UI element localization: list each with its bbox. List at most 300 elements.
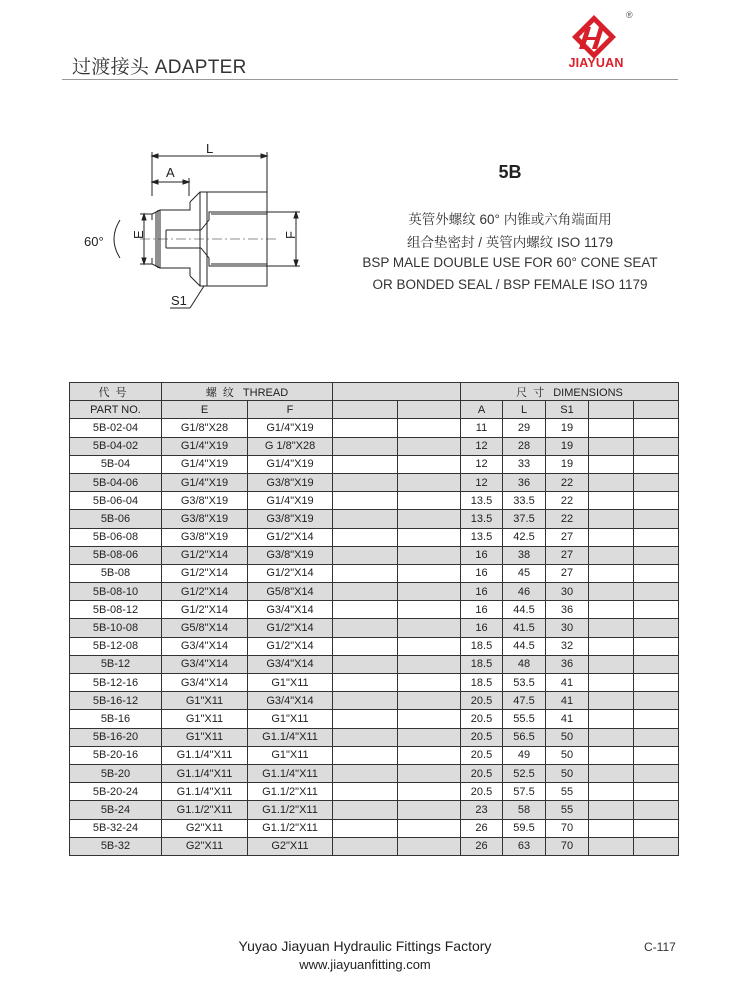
table-row — [70, 583, 679, 601]
cell-empty — [589, 619, 634, 637]
cell-s1: 32 — [546, 637, 589, 655]
cell-l: 53.5 — [503, 674, 546, 692]
cell-empty — [398, 710, 461, 728]
cell-empty — [634, 819, 679, 837]
cell-part-no: 5B-02-04 — [70, 419, 162, 437]
cell-empty — [398, 837, 461, 855]
cell-e: G2"X11 — [162, 837, 248, 855]
cell-empty — [589, 492, 634, 510]
table-row — [70, 419, 679, 437]
header-dimensions — [461, 383, 679, 401]
cell-a: 18.5 — [461, 655, 503, 673]
cell-f: G3/4"X14 — [248, 692, 333, 710]
cell-empty — [398, 510, 461, 528]
cell-a: 20.5 — [461, 692, 503, 710]
cell-empty — [398, 419, 461, 437]
cell-a: 26 — [461, 837, 503, 855]
cell-f: G1.1/2"X11 — [248, 801, 333, 819]
cell-s1: 70 — [546, 837, 589, 855]
footer-website: www.jiayuanfitting.com — [299, 957, 431, 972]
cell-s1: 41 — [546, 710, 589, 728]
cell-f: G1/4"X19 — [248, 492, 333, 510]
table-row — [70, 837, 679, 855]
cell-a: 18.5 — [461, 674, 503, 692]
cell-f: G1/4"X19 — [248, 455, 333, 473]
cell-empty — [589, 528, 634, 546]
dim-label-e: E — [131, 230, 146, 239]
cell-l: 52.5 — [503, 764, 546, 782]
cell-a: 13.5 — [461, 528, 503, 546]
cell-f: G2"X11 — [248, 837, 333, 855]
cell-empty — [333, 437, 398, 455]
cell-f: G1/2"X14 — [248, 528, 333, 546]
cell-a: 13.5 — [461, 510, 503, 528]
cell-part-no: 5B-32 — [70, 837, 162, 855]
cell-empty — [589, 819, 634, 837]
cell-empty — [333, 837, 398, 855]
cell-empty — [333, 692, 398, 710]
cell-a: 20.5 — [461, 710, 503, 728]
cell-l: 41.5 — [503, 619, 546, 637]
table-row — [70, 546, 679, 564]
cell-part-no: 5B-32-24 — [70, 819, 162, 837]
cell-empty — [589, 710, 634, 728]
cell-empty — [634, 655, 679, 673]
cell-empty — [634, 528, 679, 546]
header-empty — [333, 401, 398, 419]
cell-s1: 55 — [546, 783, 589, 801]
cell-a: 23 — [461, 801, 503, 819]
cell-empty — [398, 783, 461, 801]
cell-f: G1.1/4"X11 — [248, 764, 333, 782]
cell-empty — [398, 564, 461, 582]
cell-part-no: 5B-08 — [70, 564, 162, 582]
table-row — [70, 619, 679, 637]
cell-l: 45 — [503, 564, 546, 582]
cell-e: G1/2"X14 — [162, 546, 248, 564]
cell-empty — [333, 819, 398, 837]
cell-f: G5/8"X14 — [248, 583, 333, 601]
cell-f: G3/4"X14 — [248, 655, 333, 673]
cell-l: 49 — [503, 746, 546, 764]
cell-l: 29 — [503, 419, 546, 437]
cell-a: 12 — [461, 437, 503, 455]
cell-empty — [333, 619, 398, 637]
cell-e: G1"X11 — [162, 692, 248, 710]
cell-empty — [634, 801, 679, 819]
cell-empty — [589, 455, 634, 473]
cell-part-no: 5B-04-06 — [70, 473, 162, 491]
cell-f: G1/2"X14 — [248, 619, 333, 637]
cell-empty — [589, 692, 634, 710]
dim-label-s1: S1 — [171, 293, 187, 308]
cell-empty — [333, 746, 398, 764]
cell-f: G1"X11 — [248, 710, 333, 728]
header-a: A — [461, 401, 503, 419]
cell-f: G3/8"X19 — [248, 546, 333, 564]
header-e: E — [162, 401, 248, 419]
cell-empty — [589, 564, 634, 582]
cell-empty — [398, 692, 461, 710]
header-blank — [333, 383, 461, 401]
cell-part-no: 5B-08-06 — [70, 546, 162, 564]
cell-empty — [634, 710, 679, 728]
cell-f: G1.1/2"X11 — [248, 783, 333, 801]
cell-a: 16 — [461, 601, 503, 619]
footer-company: Yuyao Jiayuan Hydraulic Fittings Factory — [238, 938, 492, 954]
cell-a: 16 — [461, 619, 503, 637]
cell-l: 33.5 — [503, 492, 546, 510]
cell-a: 13.5 — [461, 492, 503, 510]
cell-empty — [634, 583, 679, 601]
cell-empty — [634, 437, 679, 455]
cell-empty — [589, 637, 634, 655]
cell-empty — [333, 419, 398, 437]
cell-empty — [398, 473, 461, 491]
table-row — [70, 492, 679, 510]
cell-empty — [398, 437, 461, 455]
cell-l: 58 — [503, 801, 546, 819]
cell-empty — [634, 728, 679, 746]
cell-part-no: 5B-08-12 — [70, 601, 162, 619]
cell-s1: 36 — [546, 601, 589, 619]
cell-a: 20.5 — [461, 764, 503, 782]
cell-empty — [398, 728, 461, 746]
table-header-row — [70, 383, 679, 401]
cell-empty — [589, 746, 634, 764]
table-row — [70, 674, 679, 692]
cell-empty — [333, 455, 398, 473]
table-row — [70, 564, 679, 582]
cell-l: 57.5 — [503, 783, 546, 801]
header-empty — [634, 401, 679, 419]
cell-s1: 27 — [546, 546, 589, 564]
table-row — [70, 455, 679, 473]
header-thread — [162, 383, 333, 401]
cell-empty — [634, 783, 679, 801]
table-row — [70, 528, 679, 546]
cell-empty — [634, 492, 679, 510]
description-line-1: 英管外螺纹 60° 内锥或六角端面用 — [408, 212, 612, 227]
cell-f: G1"X11 — [248, 674, 333, 692]
cell-part-no: 5B-20-16 — [70, 746, 162, 764]
cell-empty — [634, 455, 679, 473]
table-row — [70, 746, 679, 764]
cell-s1: 22 — [546, 473, 589, 491]
cell-empty — [589, 837, 634, 855]
cell-empty — [333, 492, 398, 510]
cell-l: 37.5 — [503, 510, 546, 528]
cell-s1: 19 — [546, 437, 589, 455]
cell-a: 20.5 — [461, 783, 503, 801]
cell-empty — [634, 674, 679, 692]
cell-s1: 27 — [546, 564, 589, 582]
cell-s1: 55 — [546, 801, 589, 819]
cell-part-no: 5B-12 — [70, 655, 162, 673]
cell-empty — [333, 674, 398, 692]
cell-empty — [589, 655, 634, 673]
description-line-3: BSP MALE DOUBLE USE FOR 60° CONE SEAT — [362, 255, 658, 270]
cell-a: 16 — [461, 564, 503, 582]
cell-l: 46 — [503, 583, 546, 601]
cell-l: 63 — [503, 837, 546, 855]
cell-e: G1"X11 — [162, 728, 248, 746]
header-part-no: PART NO. — [70, 401, 162, 419]
cell-e: G1/2"X14 — [162, 601, 248, 619]
cell-empty — [589, 801, 634, 819]
header-thread-en: THREAD — [242, 386, 289, 399]
cell-empty — [589, 728, 634, 746]
cell-empty — [589, 601, 634, 619]
table-subheader-row — [70, 401, 679, 419]
cell-empty — [333, 564, 398, 582]
cell-empty — [589, 783, 634, 801]
cell-l: 36 — [503, 473, 546, 491]
cell-f: G1"X11 — [248, 746, 333, 764]
cell-e: G1.1/4"X11 — [162, 746, 248, 764]
cell-part-no: 5B-10-08 — [70, 619, 162, 637]
cell-e: G3/8"X19 — [162, 510, 248, 528]
cell-l: 44.5 — [503, 601, 546, 619]
cell-s1: 19 — [546, 455, 589, 473]
cell-part-no: 5B-20-24 — [70, 783, 162, 801]
cell-empty — [589, 437, 634, 455]
cell-e: G3/4"X14 — [162, 655, 248, 673]
cell-a: 18.5 — [461, 637, 503, 655]
cell-empty — [398, 455, 461, 473]
cell-f: G1/4"X19 — [248, 419, 333, 437]
cell-e: G1.1/4"X11 — [162, 764, 248, 782]
header-divider — [62, 79, 678, 80]
cell-empty — [333, 710, 398, 728]
table-row — [70, 710, 679, 728]
cell-f: G3/8"X19 — [248, 473, 333, 491]
cell-empty — [398, 583, 461, 601]
description-line-2: 组合垫密封 / 英管内螺纹 ISO 1179 — [406, 235, 614, 250]
cell-empty — [333, 583, 398, 601]
cell-s1: 30 — [546, 583, 589, 601]
cell-s1: 30 — [546, 619, 589, 637]
header-empty — [589, 401, 634, 419]
product-code: 5B — [498, 162, 522, 182]
cell-e: G1.1/2"X11 — [162, 801, 248, 819]
angle-label: 60° — [84, 234, 104, 249]
cell-part-no: 5B-04 — [70, 455, 162, 473]
cell-a: 12 — [461, 455, 503, 473]
cell-empty — [398, 764, 461, 782]
table-row — [70, 764, 679, 782]
cell-e: G3/4"X14 — [162, 637, 248, 655]
cell-a: 16 — [461, 583, 503, 601]
cell-empty — [398, 528, 461, 546]
header-f: F — [248, 401, 333, 419]
table-row — [70, 601, 679, 619]
cell-l: 38 — [503, 546, 546, 564]
cell-part-no: 5B-12-16 — [70, 674, 162, 692]
header-thread-cn: 螺纹 — [205, 386, 240, 399]
dim-label-l: L — [206, 141, 214, 156]
cell-empty — [333, 637, 398, 655]
specification-table — [69, 382, 679, 856]
cell-s1: 27 — [546, 528, 589, 546]
cell-part-no: 5B-12-08 — [70, 637, 162, 655]
cell-s1: 50 — [546, 728, 589, 746]
table-row — [70, 783, 679, 801]
cell-empty — [634, 746, 679, 764]
cell-e: G3/8"X19 — [162, 492, 248, 510]
cell-empty — [333, 783, 398, 801]
cell-empty — [634, 473, 679, 491]
cell-empty — [398, 619, 461, 637]
cell-l: 59.5 — [503, 819, 546, 837]
header-l: L — [503, 401, 546, 419]
table-row — [70, 728, 679, 746]
cell-e: G1/8"X28 — [162, 419, 248, 437]
header-dim-cn: 尺寸 — [516, 386, 551, 399]
cell-e: G3/4"X14 — [162, 674, 248, 692]
cell-empty — [398, 637, 461, 655]
dim-label-f: F — [283, 231, 298, 239]
cell-empty — [634, 637, 679, 655]
cell-a: 16 — [461, 546, 503, 564]
cell-empty — [398, 801, 461, 819]
cell-empty — [634, 419, 679, 437]
cell-l: 56.5 — [503, 728, 546, 746]
cell-empty — [333, 510, 398, 528]
cell-s1: 50 — [546, 746, 589, 764]
cell-part-no: 5B-06 — [70, 510, 162, 528]
cell-f: G1/2"X14 — [248, 637, 333, 655]
description-line-4: OR BONDED SEAL / BSP FEMALE ISO 1179 — [372, 277, 648, 292]
cell-empty — [634, 546, 679, 564]
table-row — [70, 437, 679, 455]
cell-empty — [634, 764, 679, 782]
cell-a: 12 — [461, 473, 503, 491]
cell-empty — [589, 419, 634, 437]
cell-e: G1/4"X19 — [162, 437, 248, 455]
registered-mark: ® — [626, 10, 633, 20]
cell-empty — [589, 674, 634, 692]
cell-s1: 22 — [546, 492, 589, 510]
cell-e: G1/2"X14 — [162, 583, 248, 601]
cell-l: 28 — [503, 437, 546, 455]
page-number: C-117 — [644, 940, 676, 954]
cell-e: G1/2"X14 — [162, 564, 248, 582]
cell-empty — [634, 692, 679, 710]
cell-empty — [333, 601, 398, 619]
cell-empty — [333, 764, 398, 782]
table-row — [70, 801, 679, 819]
cell-l: 48 — [503, 655, 546, 673]
cell-empty — [589, 510, 634, 528]
cell-part-no: 5B-06-08 — [70, 528, 162, 546]
cell-e: G3/8"X19 — [162, 528, 248, 546]
table-row — [70, 510, 679, 528]
adapter-drawing — [78, 140, 308, 320]
cell-empty — [333, 528, 398, 546]
cell-empty — [589, 546, 634, 564]
cell-f: G1/2"X14 — [248, 564, 333, 582]
table-row — [70, 819, 679, 837]
cell-empty — [333, 473, 398, 491]
cell-s1: 36 — [546, 655, 589, 673]
cell-empty — [634, 619, 679, 637]
page-title: 过渡接头 ADAPTER — [72, 57, 247, 78]
cell-part-no: 5B-06-04 — [70, 492, 162, 510]
cell-a: 20.5 — [461, 746, 503, 764]
cell-s1: 41 — [546, 674, 589, 692]
cell-l: 44.5 — [503, 637, 546, 655]
header-dim-en: DIMENSIONS — [553, 386, 623, 399]
cell-f: G1.1/4"X11 — [248, 728, 333, 746]
table-row — [70, 655, 679, 673]
brand-name: JIAYUAN — [568, 56, 624, 70]
cell-empty — [634, 601, 679, 619]
cell-empty — [634, 837, 679, 855]
cell-empty — [333, 801, 398, 819]
cell-f: G3/8"X19 — [248, 510, 333, 528]
header-empty — [398, 401, 461, 419]
cell-l: 42.5 — [503, 528, 546, 546]
cell-part-no: 5B-16-20 — [70, 728, 162, 746]
cell-f: G3/4"X14 — [248, 601, 333, 619]
cell-empty — [398, 746, 461, 764]
cell-part-no: 5B-04-02 — [70, 437, 162, 455]
cell-empty — [398, 546, 461, 564]
cell-l: 33 — [503, 455, 546, 473]
cell-e: G1"X11 — [162, 710, 248, 728]
cell-s1: 41 — [546, 692, 589, 710]
cell-empty — [398, 819, 461, 837]
cell-e: G2"X11 — [162, 819, 248, 837]
cell-empty — [398, 601, 461, 619]
cell-part-no: 5B-08-10 — [70, 583, 162, 601]
cell-e: G1.1/4"X11 — [162, 783, 248, 801]
cell-empty — [398, 492, 461, 510]
table-row — [70, 692, 679, 710]
cell-empty — [333, 728, 398, 746]
cell-part-no: 5B-24 — [70, 801, 162, 819]
cell-e: G5/8"X14 — [162, 619, 248, 637]
cell-a: 26 — [461, 819, 503, 837]
cell-s1: 22 — [546, 510, 589, 528]
cell-part-no: 5B-20 — [70, 764, 162, 782]
header-s1: S1 — [546, 401, 589, 419]
cell-a: 20.5 — [461, 728, 503, 746]
cell-s1: 19 — [546, 419, 589, 437]
cell-empty — [589, 583, 634, 601]
cell-empty — [333, 655, 398, 673]
cell-s1: 50 — [546, 764, 589, 782]
cell-l: 55.5 — [503, 710, 546, 728]
cell-s1: 70 — [546, 819, 589, 837]
cell-empty — [398, 655, 461, 673]
cell-empty — [634, 510, 679, 528]
cell-empty — [333, 546, 398, 564]
cell-part-no: 5B-16-12 — [70, 692, 162, 710]
cell-empty — [634, 564, 679, 582]
cell-l: 47.5 — [503, 692, 546, 710]
cell-part-no: 5B-16 — [70, 710, 162, 728]
cell-e: G1/4"X19 — [162, 455, 248, 473]
cell-f: G 1/8"X28 — [248, 437, 333, 455]
cell-e: G1/4"X19 — [162, 473, 248, 491]
dim-label-a: A — [166, 165, 175, 180]
header-code-cn: 代号 — [70, 383, 162, 401]
cell-empty — [589, 764, 634, 782]
cell-f: G1.1/2"X11 — [248, 819, 333, 837]
cell-empty — [589, 473, 634, 491]
